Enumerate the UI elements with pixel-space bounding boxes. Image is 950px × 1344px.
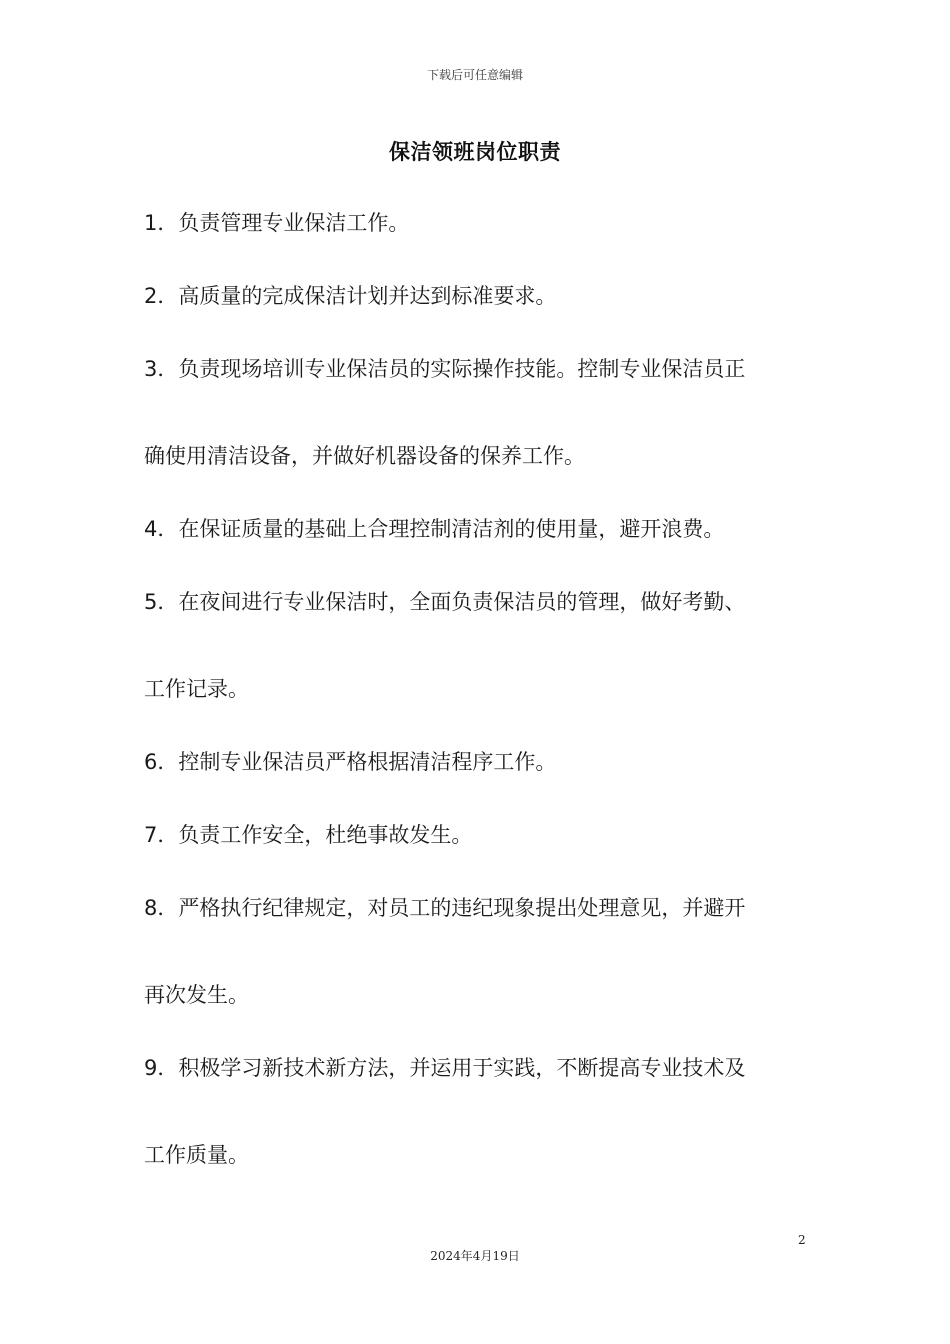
page-footer-date: 2024年4月19日 xyxy=(430,1249,520,1263)
item-1-line-1: 1．负责管理专业保洁工作。 xyxy=(144,211,410,235)
item-6-line-1: 6．控制专业保洁员严格根据清洁程序工作。 xyxy=(144,750,557,774)
item-8-line-2: 再次发生。 xyxy=(144,983,249,1007)
item-3-line-2: 确使用清洁设备，并做好机器设备的保养工作。 xyxy=(144,444,585,468)
item-5-line-2: 工作记录。 xyxy=(144,677,249,701)
document-title: 保洁领班岗位职责 xyxy=(389,140,561,164)
item-7-line-1: 7．负责工作安全，杜绝事故发生。 xyxy=(144,823,473,847)
item-8-line-1: 8．严格执行纪律规定，对员工的违纪现象提出处理意见，并避开 xyxy=(144,896,746,920)
item-4-line-1: 4．在保证质量的基础上合理控制清洁剂的使用量，避开浪费。 xyxy=(144,517,725,541)
item-3-line-1: 3．负责现场培训专业保洁员的实际操作技能。控制专业保洁员正 xyxy=(144,357,746,381)
item-9-line-1: 9．积极学习新技术新方法，并运用于实践，不断提高专业技术及 xyxy=(144,1056,746,1080)
page-header: 下载后可任意编辑 xyxy=(426,68,523,82)
item-9-line-2: 工作质量。 xyxy=(144,1143,249,1167)
page-number: 2 xyxy=(798,1233,806,1247)
item-2-line-1: 2．高质量的完成保洁计划并达到标准要求。 xyxy=(144,284,557,308)
item-5-line-1: 5．在夜间进行专业保洁时，全面负责保洁员的管理，做好考勤、 xyxy=(144,590,746,614)
